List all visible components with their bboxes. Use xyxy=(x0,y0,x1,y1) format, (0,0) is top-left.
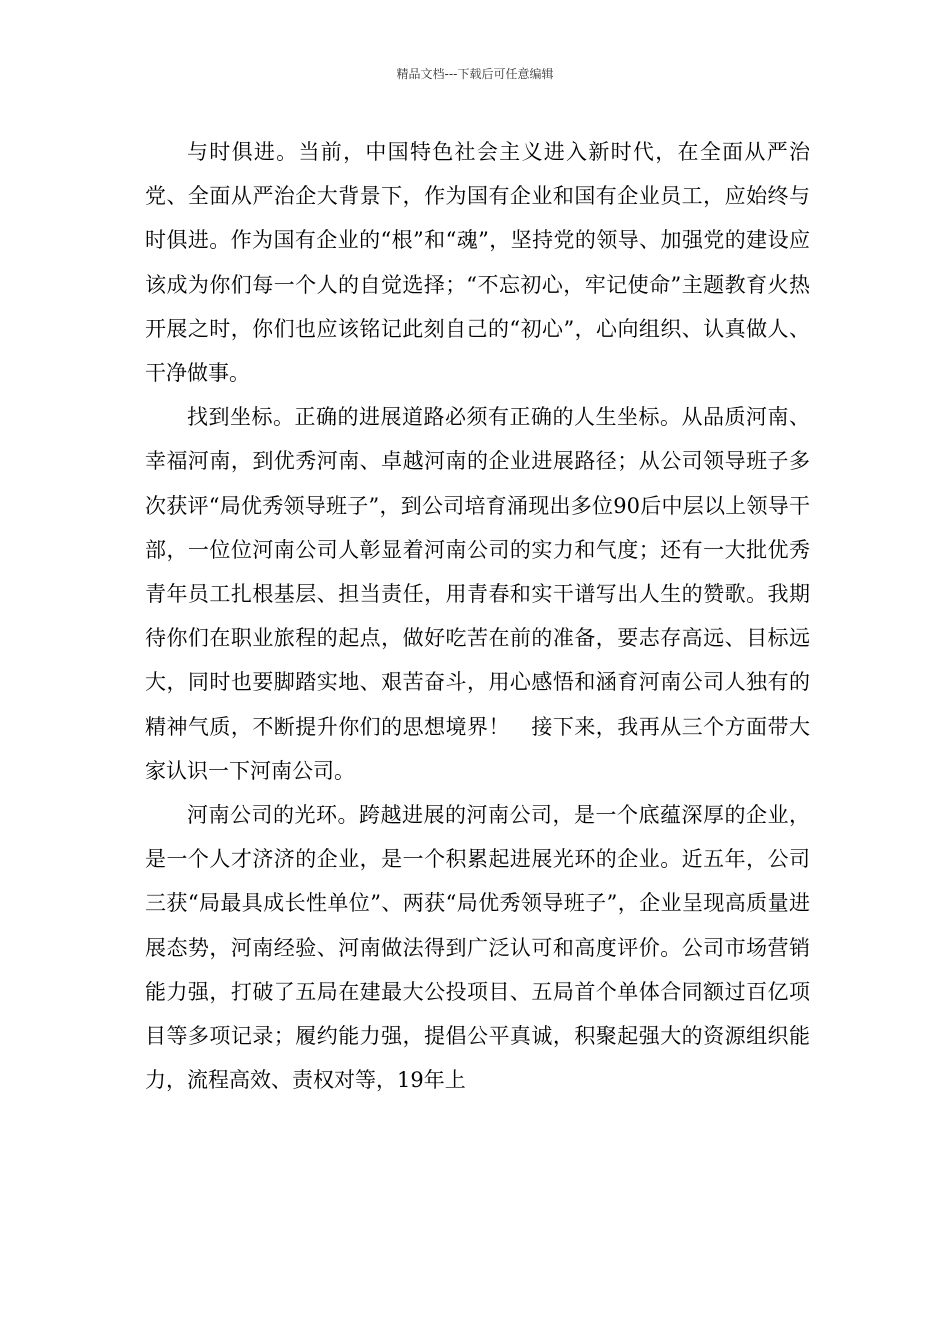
paragraph-keep-pace: 与时俱进。当前，中国特色社会主义进入新时代，在全面从严治党、全面从严治企大背景下，作为国有企业和国有企业员工，应始终与时俱进。作为国有企业的“根”和“魂”，坚持党的领导、加强党的建设应该成为你们每一个人的自觉选择；“不忘初心，牢记使命”主题教育火热开展之时，你们也应该铭记此刻自己的“初心”，心向组织、认真做人、干净做事。 xyxy=(145,140,810,386)
document-body xyxy=(145,130,810,1102)
paragraph-company-halo: 河南公司的光环。跨越进展的河南公司，是一个底蕴深厚的企业，是一个人才济济的企业，是一个积累起进展光环的企业。近五年，公司三获“局最具成长性单位”、两获“局优秀领导班子”，企业呈现高质量进展态势，河南经验、河南做法得到广泛认可和高度评价。公司市场营销能力强，打破了五局在建最大公投项目、五局首个单体合同额过百亿项目等多项记录；履约能力强，提倡公平真诚，积聚起强大的资源组织能力，流程高效、责权对等，19年上 xyxy=(145,803,810,1093)
paragraph-find-coordinates: 找到坐标。正确的进展道路必须有正确的人生坐标。从品质河南、幸福河南，到优秀河南、卓越河南的企业进展路径；从公司领导班子多次获评“局优秀领导班子”，到公司培育涌现出多位90后中层以上领导干部，一位位河南公司人彰显着河南公司的实力和气度；还有一大批优秀青年员工扎根基层、担当责任，用青春和实干谱写出人生的赞歌。我期待你们在职业旅程的起点，做好吃苦在前的准备，要志存高远、目标远大，同时也要脚踏实地、艰苦奋斗，用心感悟和涵育河南公司人独有的精神气质，不断提升你们的思想境界！ 接下来，我再从三个方面带大家认识一下河南公司。 xyxy=(145,405,810,783)
page-header: 精品文档---下载后可任意编辑 xyxy=(396,67,554,81)
